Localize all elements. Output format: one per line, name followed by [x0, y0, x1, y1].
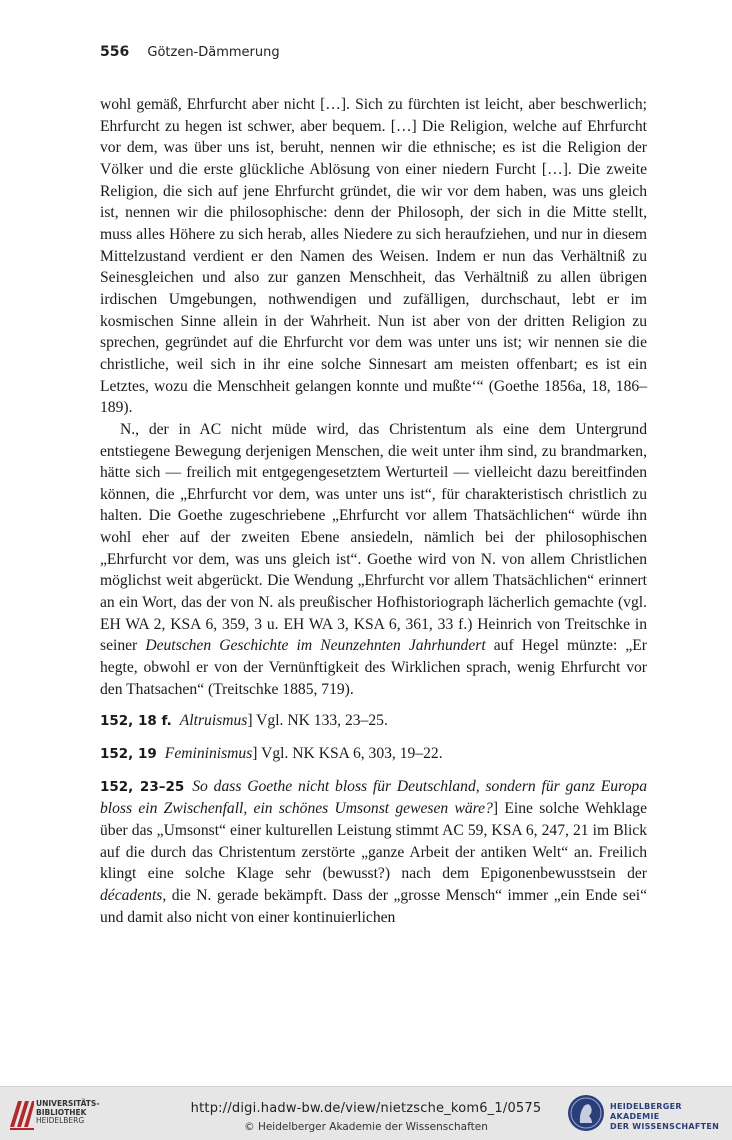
line-reference: 152, 19 — [100, 746, 157, 763]
line-reference: 152, 23–25 — [100, 778, 185, 795]
academy-name — [610, 1102, 732, 1132]
footer-bar — [0, 1086, 732, 1140]
italic-term: décadents — [100, 886, 163, 904]
entry-text: ] Vgl. NK KSA 6, 303, 19–22. — [252, 745, 443, 763]
copyright-notice: © Heidelberger Akademie der Wissenschaften — [244, 1121, 488, 1133]
entry-text: ] Vgl. NK 133, 23–25. — [247, 712, 388, 730]
library-name-line: BIBLIOTHEK — [36, 1107, 87, 1117]
running-title: Götzen-Dämmerung — [147, 45, 280, 60]
entry-text: ] Eine solche Wehklage über das „Umsonst“ einer kulturellen Leistung stimmt AC 59, KSA 6, 247, 21 im Blick auf die durch das Christentum zerstörte „ganze Arbeit der antiken Welt“ an. Freilich klingt eine solche Klage sehr (bewusst?) nach dem Epigonenbewusstsein der — [100, 800, 647, 883]
paragraph-commentary — [100, 419, 647, 701]
running-head — [100, 44, 280, 60]
academy-name-line: HEIDELBERGER AKADEMIE — [610, 1102, 682, 1121]
library-name-line: UNIVERSITÄTS- — [36, 1099, 100, 1108]
paragraph-text: auf Hegel münzte: „Er hegte, obwohl er von der Vernünftigkeit des Wirklichen sprach, wenig Ehrfurcht vor den Thatsachen“ (Treitschke 1885, 719). — [100, 637, 647, 698]
commentary-entry — [100, 743, 647, 766]
library-name-line: HEIDELBERG — [36, 1116, 85, 1125]
entry-text: , die N. gerade bekämpft. Dass der „grosse Mensch“ immer „ein Ende sei“ und damit also nicht von einer kontinuierlichen — [100, 886, 647, 926]
lemma: Femininismus — [164, 745, 253, 763]
main-text — [100, 94, 647, 928]
permalink[interactable]: http://digi.hadw-bw.de/view/nietzsche_kom6_1/0575 — [190, 1101, 542, 1116]
paragraph-quote-continuation: wohl gemäß, Ehrfurcht aber nicht […]. Sich zu fürchten ist leicht, aber beschwerlich; Ehrfurcht zu hegen ist schwer, aber bequem. […] Die Religion, welche auf Ehrfurcht vor dem, was über uns ist, beruht, nennen wir die ethnische; es ist die Religion der Völker und die erste glückliche Ablösung von einer niedern Furcht […]. Die zweite Religion, die sich auf jene Ehrfurcht gründet, die wir vor dem haben, was uns gleich ist, nennen wir die philosophische: denn der Philosoph, der sich in die Mitte stellt, muss alles Höhere zu sich herab, alles Niedere zu sich heraufziehen, und nur in diesem Mittelzustand verdient er den Namen des Weisen. Indem er nun das Verhältniß zu Seinesgleichen und also zur ganzen Menschheit, das Verhältniß zu allen übrigen irdischen Umgebungen, nothwendigen und zufälligen, durchschaut, lebt er im kosmischen Sinne allein in der Wahrheit. Nun ist aber von der dritten Religion zu sprechen, gegründet auf die Ehrfurcht vor dem was unter uns ist; wir nennen sie die christliche, weil sich in ihr eine solche Sinnesart am meisten offenbart; es ist ein Letztes, wozu die Menschheit gelangen konnte und mußte‘“ (Goethe 1856a, 18, 186–189). — [100, 96, 647, 417]
line-reference: 152, 18 f. — [100, 713, 172, 730]
commentary-entry — [100, 710, 647, 733]
academy-seal-icon — [566, 1093, 606, 1133]
commentary-entry — [100, 776, 647, 929]
academy-name-line: DER WISSENSCHAFTEN — [610, 1122, 720, 1131]
book-title: Deutschen Geschichte im Neunzehnten Jahrhundert — [145, 637, 486, 655]
lemma: Altruismus — [179, 712, 248, 730]
lemma: So dass Goethe nicht bloss für Deutschland, sondern für ganz Europa bloss ein Zwischenfall, ein schönes Umsonst gewesen wäre? — [100, 777, 647, 818]
paragraph-text: N., der in AC nicht müde wird, das Christentum als eine dem Untergrund entstiegene Bewegung derjenigen Menschen, die weit unter ihm sind, zu brandmarken, hätte sich — freilich mit entgegengesetztem Werturteil — vielleicht dazu bereitfinden können, die „Ehrfurcht vor dem, was unter uns ist“, für charakteristisch christlich zu halten. Die Goethe zugeschriebene „Ehrfurcht vor allem Thatsächlichen“ würde ihn wohl eher auf der zweiten Ebene ansiedeln, nämlich bei der philosophischen „Ehrfurcht vor dem, was uns gleich ist“. Goethe wird von N. von allem Christlichen möglichst weit abgerückt. Die Wendung „Ehrfurcht vor allem Thatsächlichen“ erinnert an ein Wort, das der von N. als preußischer Hofhistoriograph lächerlich gemachte (vgl. EH WA 2, KSA 6, 359, 3 u. EH WA 3, KSA 6, 361, 33 f.) Heinrich von Treitschke in seiner — [100, 420, 647, 655]
page-number: 556 — [100, 44, 130, 60]
